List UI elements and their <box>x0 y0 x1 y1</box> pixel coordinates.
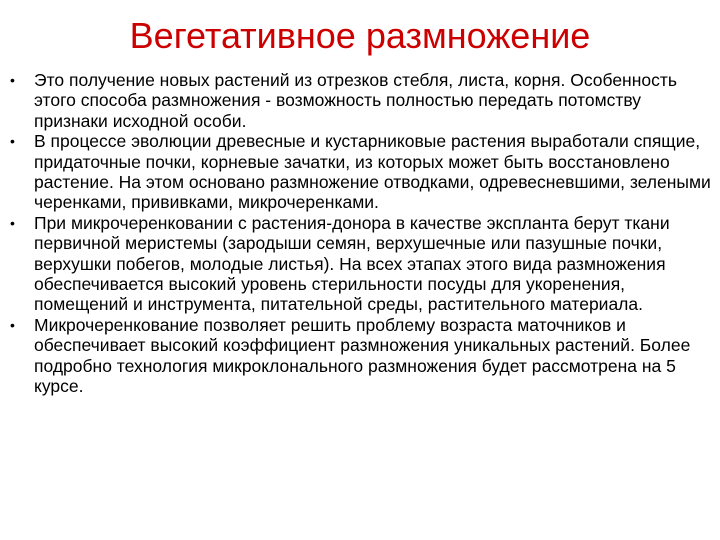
bullet-text: Микрочеренкование позволяет решить проблему возраста маточников и обеспечивает высокий коэффициент размножения уникальных растений. Более подробно технология микроклонального размножения будет рассмотрена на 5 курсе. <box>34 314 691 397</box>
bullet-icon: • <box>10 316 15 333</box>
bullet-item-2 <box>10 131 716 213</box>
bullet-item-4 <box>10 315 716 397</box>
slide-title: Вегетативное размножение <box>129 15 591 56</box>
bullet-text: В процессе эволюции древесные и кустарниковые растения выработали спящие, придаточные почки, корневые зачатки, из которых может быть восстановлено растение. На этом основано размножение отводками, одревесневшими, зелеными черенками, прививками, микрочеренками. <box>34 131 711 213</box>
bullet-list <box>10 70 716 397</box>
bullet-text: При микрочеренковании с растения-донора в качестве экспланта берут ткани первичной меристемы (зародыши семян, верхушечные или пазушные почки, верхушки побегов, молодые листья). На всех этапах этого вида размножения обеспечивается высокий уровень стерильности посуды для укоренения, помещений и инструмента, питательной среды, растительного материала. <box>34 212 670 315</box>
bullet-item-1 <box>10 70 716 131</box>
bullet-text: Это получение новых растений из отрезков стебля, листа, корня. Особенность этого способа размножения - возможность полностью передать потомству признаки исходной особи. <box>34 70 678 131</box>
bullet-icon: • <box>10 133 15 150</box>
bullet-icon: • <box>10 72 15 88</box>
bullet-item-3 <box>10 213 716 315</box>
bullet-icon: • <box>10 214 15 231</box>
